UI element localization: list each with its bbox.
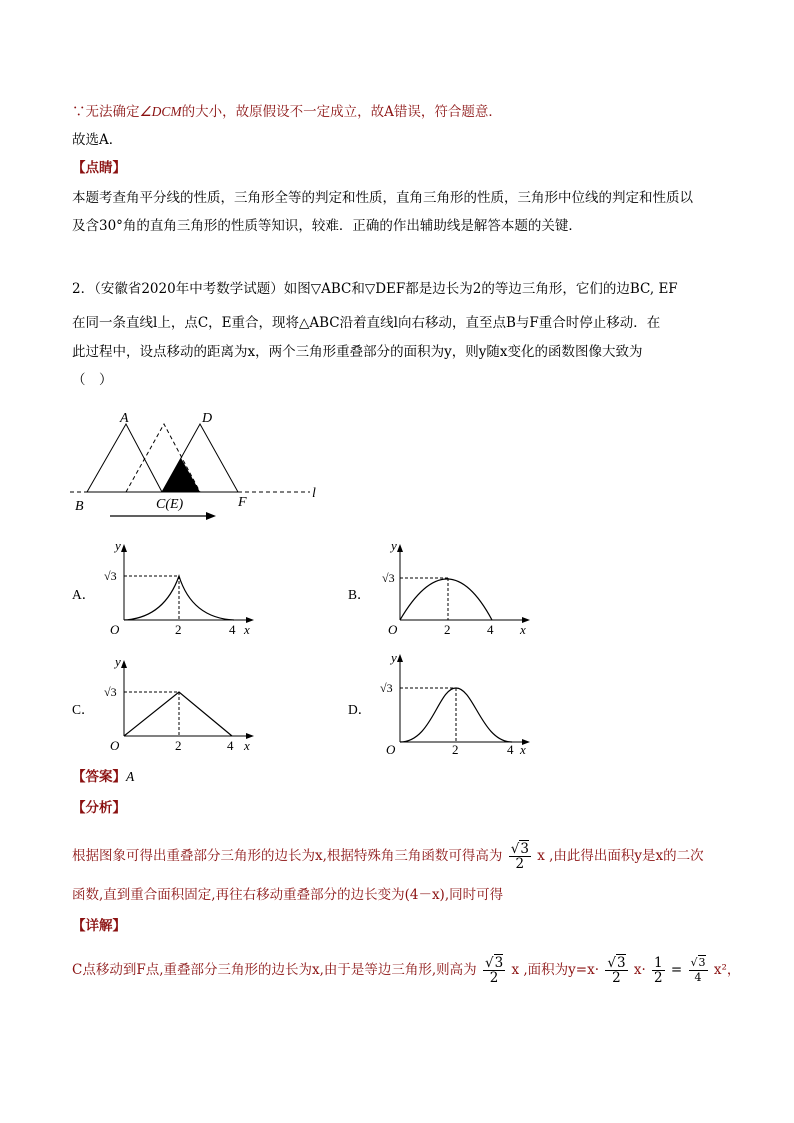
- question-line-2: 在同一条直线l上，点C，E重合，现将△ABC沿着直线l向右移动，直至点B与F重合时停止移动．在: [72, 315, 661, 331]
- frac-area-result: $\frac{√3}{4}$: [690, 956, 706, 984]
- svg-text:4: 4: [229, 622, 236, 637]
- graph-choice-d[interactable]: [376, 654, 536, 754]
- svg-text:x: x: [520, 622, 526, 637]
- answer-line: [72, 768, 134, 786]
- svg-text:√3: √3: [380, 681, 393, 695]
- svg-text:O: O: [110, 738, 120, 753]
- prev-text-b: 的大小，故原假设不一定成立，故A错误，符合题意．: [181, 104, 502, 120]
- angle-dcm: ∠DCM: [139, 104, 182, 119]
- frac-height: $\frac{√3}{2}$: [484, 955, 504, 986]
- svg-text:4: 4: [227, 738, 234, 753]
- choice-b-letter[interactable]: B．: [348, 587, 371, 602]
- prev-line-2: 故选A．: [72, 132, 123, 148]
- label-CE: C(E): [156, 497, 184, 512]
- graph-choice-a[interactable]: [100, 538, 260, 638]
- frac-area-1: $\frac{√3}{2}$: [607, 955, 626, 986]
- curve-c: [124, 692, 232, 736]
- svg-text:2: 2: [452, 742, 459, 754]
- svg-text:O: O: [388, 622, 398, 637]
- label-F: F: [238, 495, 247, 510]
- triangle-abc: [87, 424, 162, 492]
- svg-text:4: 4: [487, 622, 494, 637]
- question-line-4: （ ）: [72, 372, 113, 388]
- svg-text:2: 2: [175, 738, 182, 753]
- detail-heading: 【详解】: [72, 918, 126, 934]
- dianjing-heading: 【点睛】: [72, 160, 126, 176]
- answer-value: A: [126, 769, 135, 784]
- question-line-1: 2．（安徽省2020年中考数学试题）如图▽ABC和▽DEF都是边长为2的等边三角形，它们的边BC, EF: [72, 281, 678, 297]
- prev-text-a: ∵无法确定: [72, 104, 140, 120]
- svg-text:2: 2: [175, 622, 182, 637]
- graph-choice-c[interactable]: [100, 654, 260, 754]
- svg-text:O: O: [386, 742, 396, 754]
- svg-text:y: y: [391, 654, 397, 665]
- analysis-line-2: 函数,直到重合面积固定,再往右移动重叠部分的边长变为(4－x),同时可得: [72, 887, 504, 903]
- choice-c-letter[interactable]: C．: [72, 702, 95, 717]
- frac-half: $\frac{1}{2}$: [654, 955, 663, 986]
- svg-text:4: 4: [507, 742, 514, 754]
- svg-text:y: y: [115, 538, 121, 553]
- detail-line-1: C点移动到F点,重叠部分三角形的边长为x,由于是等边三角形,则高为 $\frac{√3}{2}$ x ,面积为y=x· $\frac{√3}{2}$ x· $\frac{1}{2}$ = $\frac{√3}{4}$ x²，: [72, 955, 741, 986]
- svg-text:√3: √3: [104, 685, 117, 699]
- overlap-region: [162, 458, 200, 492]
- label-A: A: [120, 411, 129, 426]
- answer-heading: 【答案】: [72, 769, 126, 785]
- dianjing-line-2: 及含30°角的直角三角形的性质等知识，较难．正确的作出辅助线是解答本题的关键．: [72, 218, 582, 234]
- svg-text:x: x: [244, 622, 250, 637]
- svg-text:y: y: [391, 538, 397, 553]
- svg-text:√3: √3: [382, 571, 395, 585]
- svg-text:x: x: [244, 738, 250, 753]
- prev-line-1: [72, 103, 502, 121]
- label-D: D: [202, 411, 213, 426]
- label-B: B: [75, 499, 84, 514]
- label-l: l: [312, 486, 316, 501]
- svg-text:2: 2: [444, 622, 451, 637]
- graph-choice-b[interactable]: [376, 538, 536, 638]
- svg-text:O: O: [110, 622, 120, 637]
- triangles-figure: [60, 400, 350, 530]
- svg-text:√3: √3: [104, 569, 117, 583]
- curve-b: [400, 579, 492, 620]
- analysis-heading: 【分析】: [72, 800, 126, 816]
- choice-a-letter[interactable]: A．: [72, 587, 96, 602]
- choice-d-letter[interactable]: D．: [348, 702, 372, 717]
- svg-text:x: x: [520, 742, 526, 754]
- dianjing-line-1: 本题考查角平分线的性质，三角形全等的判定和性质，直角三角形的性质，三角形中位线的判定和性质以: [72, 190, 693, 206]
- frac-sqrt3-over-2: $\frac{√3}{2}$: [510, 841, 529, 872]
- question-line-3: 此过程中，设点移动的距离为x，两个三角形重叠部分的面积为y，则y随x变化的函数图像大致为: [72, 344, 643, 360]
- analysis-line-1: 根据图象可得出重叠部分三角形的边长为x,根据特殊角三角函数可得高为 $\frac{√3}{2}$ x ,由此得出面积y是x的二次: [72, 841, 704, 872]
- svg-text:y: y: [115, 654, 121, 669]
